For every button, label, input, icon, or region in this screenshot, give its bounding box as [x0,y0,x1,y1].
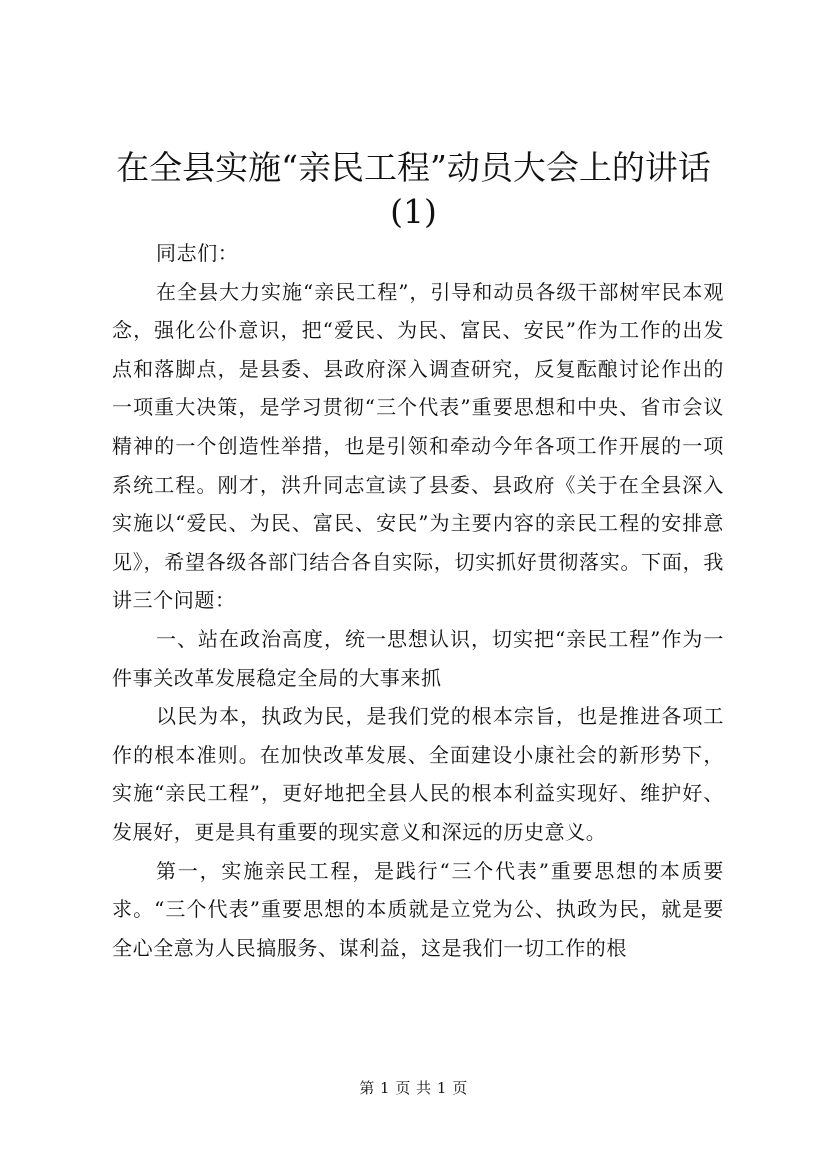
paragraph-salutation: 同志们： [156,241,239,265]
paragraph-first-point: 第一，实施亲民工程，是践行“三个代表”重要思想的本质要求。“三个代表”重要思想的本质就是立党为公、执政为民，就是要全心全意为人民搞服务、谋利益，这是我们一切工作的根 [112,858,724,960]
paragraph-intro: 在全县大力实施“亲民工程”，引导和动员各级干部树牢民本观念，强化公仆意识，把“爱民、为民、富民、安民”作为工作的出发点和落脚点，是县委、县政府深入调查研究，反复酝酿讨论作出的一项重大决策，是学习贯彻“三个代表”重要思想和中央、省市会议精神的一个创造性举措，也是引领和牵动今年各项工作开展的一项系统工程。刚才，洪升同志宣读了县委、县政府《关于在全县深入实施以“爱民、为民、富民、安民”为主要内容的亲民工程的安排意见》，希望各级各部门结合各自实际，切实抓好贯彻落实。下面，我讲三个问题： [112,279,724,613]
paragraph-section-heading-1: 一、站在政治高度，统一思想认识，切实把“亲民工程”作为一件事关改革发展稳定全局的大事来抓 [112,626,724,690]
document-title-line-1: 在全县实施“亲民工程”动员大会上的讲话 [116,148,711,187]
document-body [112,234,724,967]
document-title-line-2: (1) [390,192,437,231]
page-footer: 第 1 页 共 1 页 [359,1079,468,1097]
paragraph-principle: 以民为本，执政为民，是我们党的根本宗旨，也是推进各项工作的根本准则。在加快改革发展、全面建设小康社会的新形势下，实施“亲民工程”，更好地把全县人民的根本利益实现好、维护好、发展好，更是具有重要的现实意义和深远的历史意义。 [112,704,724,844]
